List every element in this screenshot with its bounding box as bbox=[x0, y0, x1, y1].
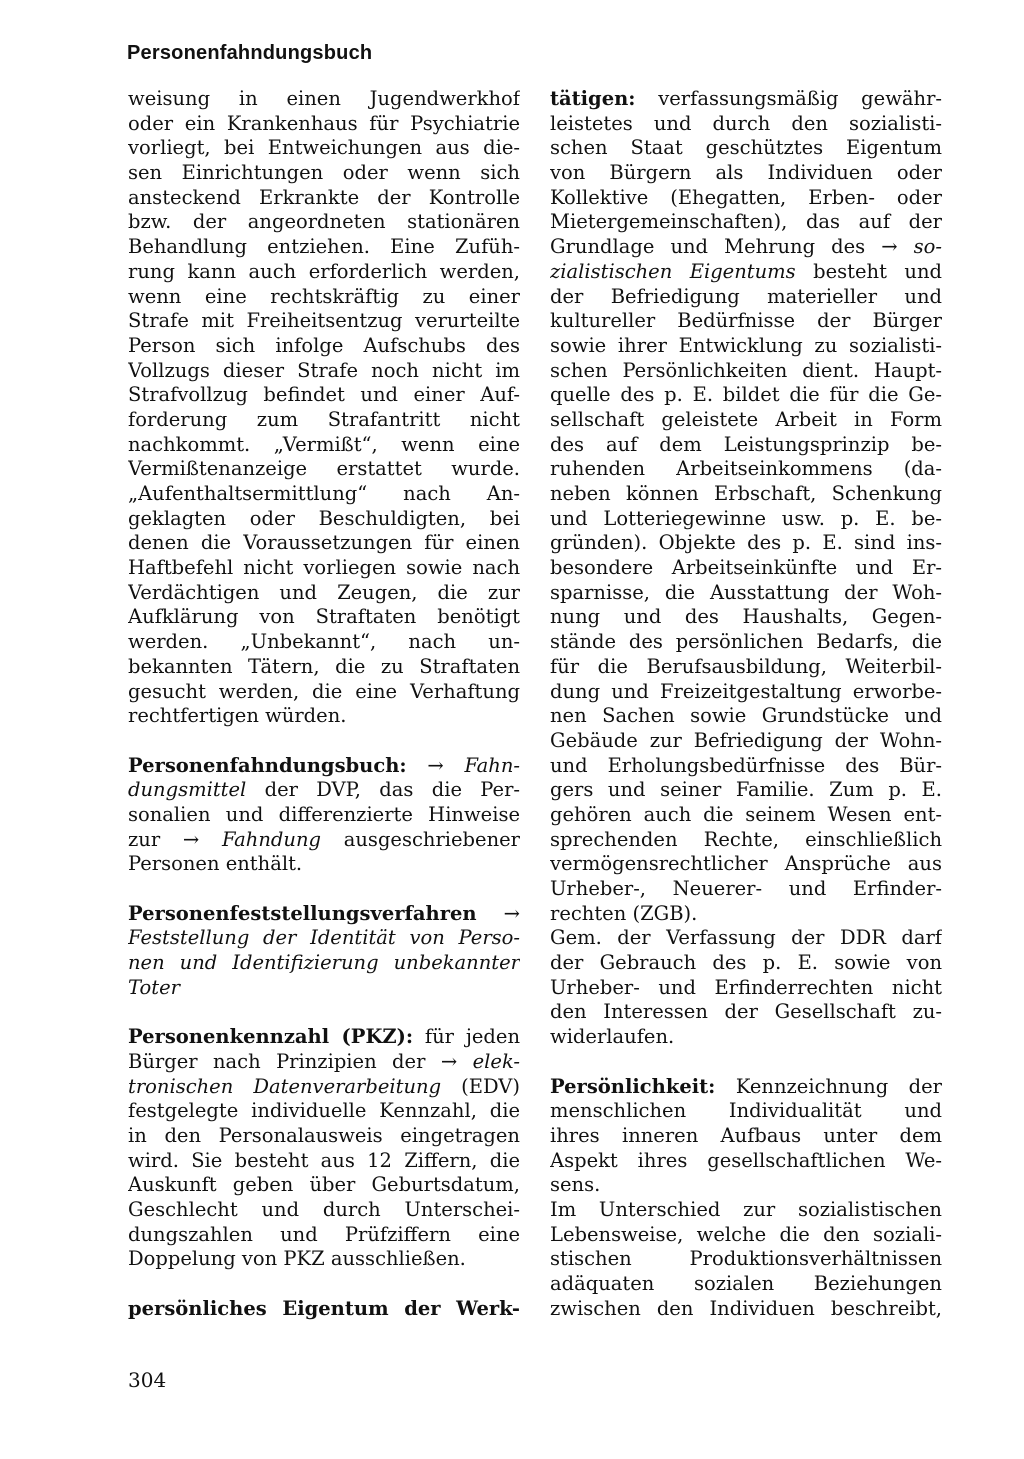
cross-ref: Toter bbox=[128, 975, 180, 999]
text-line: vermögensrechtlicher Ansprüche aus bbox=[550, 852, 942, 876]
text-line: denen die Voraussetzungen für einen bbox=[128, 531, 520, 555]
text-line: dung und Freizeitgestaltung erworbe- bbox=[550, 679, 942, 703]
text-line: sellschaft geleistete Arbeit in Form bbox=[550, 407, 942, 431]
text-line: rechtfertigen würden. bbox=[128, 704, 347, 728]
text-line: menschlichen Individualität und bbox=[550, 1099, 942, 1123]
text-line bbox=[550, 235, 942, 260]
text-line: bzw. der angeordneten stationären bbox=[128, 210, 520, 234]
text-line: Vollzugs dieser Strafe noch nicht im bbox=[128, 358, 520, 382]
text-line: Person sich infolge Aufschubs des bbox=[128, 333, 520, 357]
text-line: von Bürgern als Individuen oder bbox=[550, 161, 942, 185]
text-line: weisung in einen Jugendwerkhof bbox=[128, 87, 520, 110]
text-line bbox=[128, 1075, 520, 1100]
text-line: gehören auch die seinem Wesen ent- bbox=[550, 802, 942, 826]
text-line: werden. „Unbekannt“, nach un- bbox=[128, 630, 520, 654]
text-line: in den Personalausweis eingetragen bbox=[128, 1123, 520, 1147]
cross-ref-arrow: → bbox=[440, 1049, 458, 1073]
text-line: Aufklärung von Straftaten benötigt bbox=[128, 605, 520, 629]
text-fragment: ausgeschriebener bbox=[343, 827, 520, 851]
text-fragment: verfassungsmäßig gewähr- bbox=[658, 87, 942, 110]
text-line: Urheber- und Erfinderrechten nicht bbox=[550, 975, 942, 999]
text-fragment: (EDV) bbox=[461, 1074, 520, 1098]
cross-ref: so- bbox=[913, 235, 942, 259]
text-line: schen Staat geschütztes Eigentum bbox=[550, 136, 942, 160]
text-line bbox=[128, 778, 520, 803]
text-fragment: Grundlage und Mehrung des bbox=[550, 235, 866, 259]
text-line: geklagten oder Beschuldigten, bei bbox=[128, 506, 520, 530]
entry-personenfahndungsbuch bbox=[128, 754, 520, 779]
text-line: stischen Produktionsverhältnissen bbox=[550, 1247, 942, 1271]
text-line: Doppelung von PKZ ausschließen. bbox=[128, 1247, 466, 1271]
text-fragment: besteht und bbox=[813, 259, 942, 283]
text-line: Gebäude zur Befriedigung der Wohn- bbox=[550, 728, 942, 752]
text-line: Haftbefehl nicht vorliegen sowie nach bbox=[128, 556, 520, 580]
text-line: leistetes und durch den sozialisti- bbox=[550, 111, 942, 135]
text-line: gründen). Objekte des p. E. sind ins- bbox=[550, 531, 942, 555]
text-line: sprechenden Rechte, einschließlich bbox=[550, 827, 942, 851]
text-line: besondere Arbeitseinkünfte und Er- bbox=[550, 556, 942, 580]
cross-ref: zialistischen Eigentums bbox=[550, 259, 796, 283]
cross-ref-arrow: → bbox=[503, 901, 520, 925]
text-line: sowie ihrer Entwicklung zu sozialisti- bbox=[550, 333, 942, 357]
text-line: nen Sachen sowie Grundstücke und bbox=[550, 704, 942, 728]
left-column bbox=[128, 87, 520, 1321]
text-line bbox=[128, 1050, 520, 1075]
text-line: sonalien und differenzierte Hinweise bbox=[128, 802, 520, 826]
cross-ref: Feststellung der Identität von Perso- bbox=[128, 926, 520, 950]
cross-ref: Fahn- bbox=[464, 753, 520, 777]
text-line: zwischen den Individuen beschreibt, bbox=[550, 1296, 942, 1320]
text-fragment: der DVP, das die Per- bbox=[264, 778, 520, 802]
text-line: ihres inneren Aufbaus unter dem bbox=[550, 1123, 942, 1147]
text-line: des auf dem Leistungsprinzip be- bbox=[550, 432, 942, 456]
entry-headword: tätigen: bbox=[550, 87, 636, 110]
text-line: rung kann auch erforderlich werden, bbox=[128, 259, 520, 283]
text-line: ruhenden Arbeitseinkommens (da- bbox=[550, 457, 942, 481]
text-line: Kollektive (Ehegatten, Erben- oder bbox=[550, 185, 942, 209]
text-line: Lebensweise, welche die den soziali- bbox=[550, 1222, 942, 1246]
text-line: ansteckend Erkrankte der Kontrolle bbox=[128, 185, 520, 209]
text-line: und Erholungsbedürfnisse des Bür- bbox=[550, 753, 942, 777]
right-column bbox=[550, 87, 942, 1321]
text-line: sparnisse, die Ausstattung der Woh- bbox=[550, 580, 942, 604]
cross-ref: elek- bbox=[472, 1049, 520, 1073]
text-line: festgelegte individuelle Kennzahl, die bbox=[128, 1099, 520, 1123]
text-line: forderung zum Strafantritt nicht bbox=[128, 407, 520, 431]
text-line: Mietergemeinschaften), das auf der bbox=[550, 210, 942, 234]
text-line: Im Unterschied zur sozialistischen bbox=[550, 1197, 942, 1221]
text-line: Personen enthält. bbox=[128, 852, 303, 876]
text-line: adäquaten sozialen Beziehungen bbox=[550, 1272, 942, 1295]
text-line: rechten (ZGB). bbox=[550, 901, 698, 925]
text-line: Verdächtigen und Zeugen, die zur bbox=[128, 580, 520, 604]
entry-headword: Personenkennzahl (PKZ): bbox=[128, 1025, 414, 1049]
text-fragment: Kennzeichnung der bbox=[735, 1074, 942, 1098]
text-line: den Interessen der Gesellschaft zu- bbox=[550, 1000, 942, 1024]
text-line: quelle des p. E. bildet die für die Ge- bbox=[550, 383, 942, 407]
cross-ref: dungsmittel bbox=[128, 778, 247, 802]
text-line: Strafvollzug befindet und einer Auf- bbox=[128, 383, 520, 407]
text-line: Strafe mit Freiheitsentzug verurteilte bbox=[128, 309, 520, 333]
text-line: der Befriedigung materieller und bbox=[550, 284, 942, 308]
entry-headword: persönliches Eigentum der Werk- bbox=[128, 1296, 520, 1320]
cross-ref: Fahndung bbox=[221, 827, 322, 851]
entry-headword: Persönlichkeit: bbox=[550, 1074, 716, 1098]
entry-headword: Personenfahndungsbuch: bbox=[128, 753, 407, 777]
cross-ref: tronischen Datenverarbeitung bbox=[128, 1074, 442, 1098]
text-line: gers und seiner Familie. Zum p. E. bbox=[550, 778, 942, 802]
text-line: widerlaufen. bbox=[550, 1025, 675, 1049]
text-line: schen Persönlichkeiten dient. Haupt- bbox=[550, 358, 942, 382]
text-line: Geschlecht und durch Unterschei- bbox=[128, 1197, 520, 1221]
text-line: Gem. der Verfassung der DDR darf bbox=[550, 926, 942, 950]
running-head: Personenfahndungsbuch bbox=[127, 42, 373, 64]
text-fragment: zur bbox=[128, 827, 161, 851]
text-line: Urheber-, Neuerer- und Erfinder- bbox=[550, 877, 942, 900]
text-line bbox=[550, 260, 942, 285]
text-line: und Lotteriegewinne usw. p. E. be- bbox=[550, 506, 942, 530]
entry-personenkennzahl bbox=[128, 1025, 520, 1050]
text-fragment: für jeden bbox=[424, 1025, 520, 1049]
text-line: wenn eine rechtskräftig zu einer bbox=[128, 284, 520, 308]
entry-persoenlichkeit bbox=[550, 1075, 942, 1100]
text-line: Behandlung entziehen. Eine Zufüh- bbox=[128, 235, 520, 259]
text-line: stände des persönlichen Bedarfs, die bbox=[550, 630, 942, 654]
cross-ref-arrow: → bbox=[427, 753, 444, 777]
entry-headword: Personenfeststellungsverfahren bbox=[128, 901, 477, 925]
text-line bbox=[550, 87, 942, 112]
text-line: bekannten Tätern, die zu Straftaten bbox=[128, 654, 520, 678]
text-line: der Gebrauch des p. E. sowie von bbox=[550, 951, 942, 975]
text-line: „Aufenthaltsermittlung“ nach An- bbox=[128, 482, 520, 505]
text-line: Auskunft geben über Geburtsdatum, bbox=[128, 1173, 520, 1197]
text-line: nachkommt. „Vermißt“, wenn eine bbox=[128, 432, 520, 456]
cross-ref-arrow: → bbox=[182, 827, 200, 851]
cross-ref-arrow: → bbox=[881, 235, 898, 259]
text-line: nung und des Haushalts, Gegen- bbox=[550, 605, 942, 629]
text-line: sens. bbox=[550, 1173, 601, 1197]
text-line: vorliegt, bei Entweichungen aus die- bbox=[128, 136, 520, 160]
text-line: wird. Sie besteht aus 12 Ziffern, die bbox=[128, 1148, 520, 1172]
text-line: sen Einrichtungen oder wenn sich bbox=[128, 161, 520, 185]
text-line: kultureller Bedürfnisse der Bürger bbox=[550, 309, 942, 333]
text-line: für die Berufsausbildung, Weiterbil- bbox=[550, 654, 942, 678]
text-fragment: Bürger nach Prinzipien der bbox=[128, 1049, 426, 1073]
cross-ref: nen und Identifizierung unbekannter bbox=[128, 951, 520, 975]
text-line: Aspekt ihres gesellschaftlichen We- bbox=[550, 1148, 942, 1172]
text-line: oder ein Krankenhaus für Psychiatrie bbox=[128, 111, 520, 135]
text-line bbox=[128, 828, 520, 853]
text-line: Vermißtenanzeige erstattet wurde. bbox=[128, 457, 520, 481]
text-line: dungszahlen und Prüfziffern eine bbox=[128, 1222, 520, 1246]
entry-personenfeststellungsverfahren bbox=[128, 902, 520, 927]
text-line: gesucht werden, die eine Verhaftung bbox=[128, 679, 520, 703]
page-number: 304 bbox=[128, 1368, 167, 1392]
text-line: neben können Erbschaft, Schenkung bbox=[550, 482, 942, 505]
